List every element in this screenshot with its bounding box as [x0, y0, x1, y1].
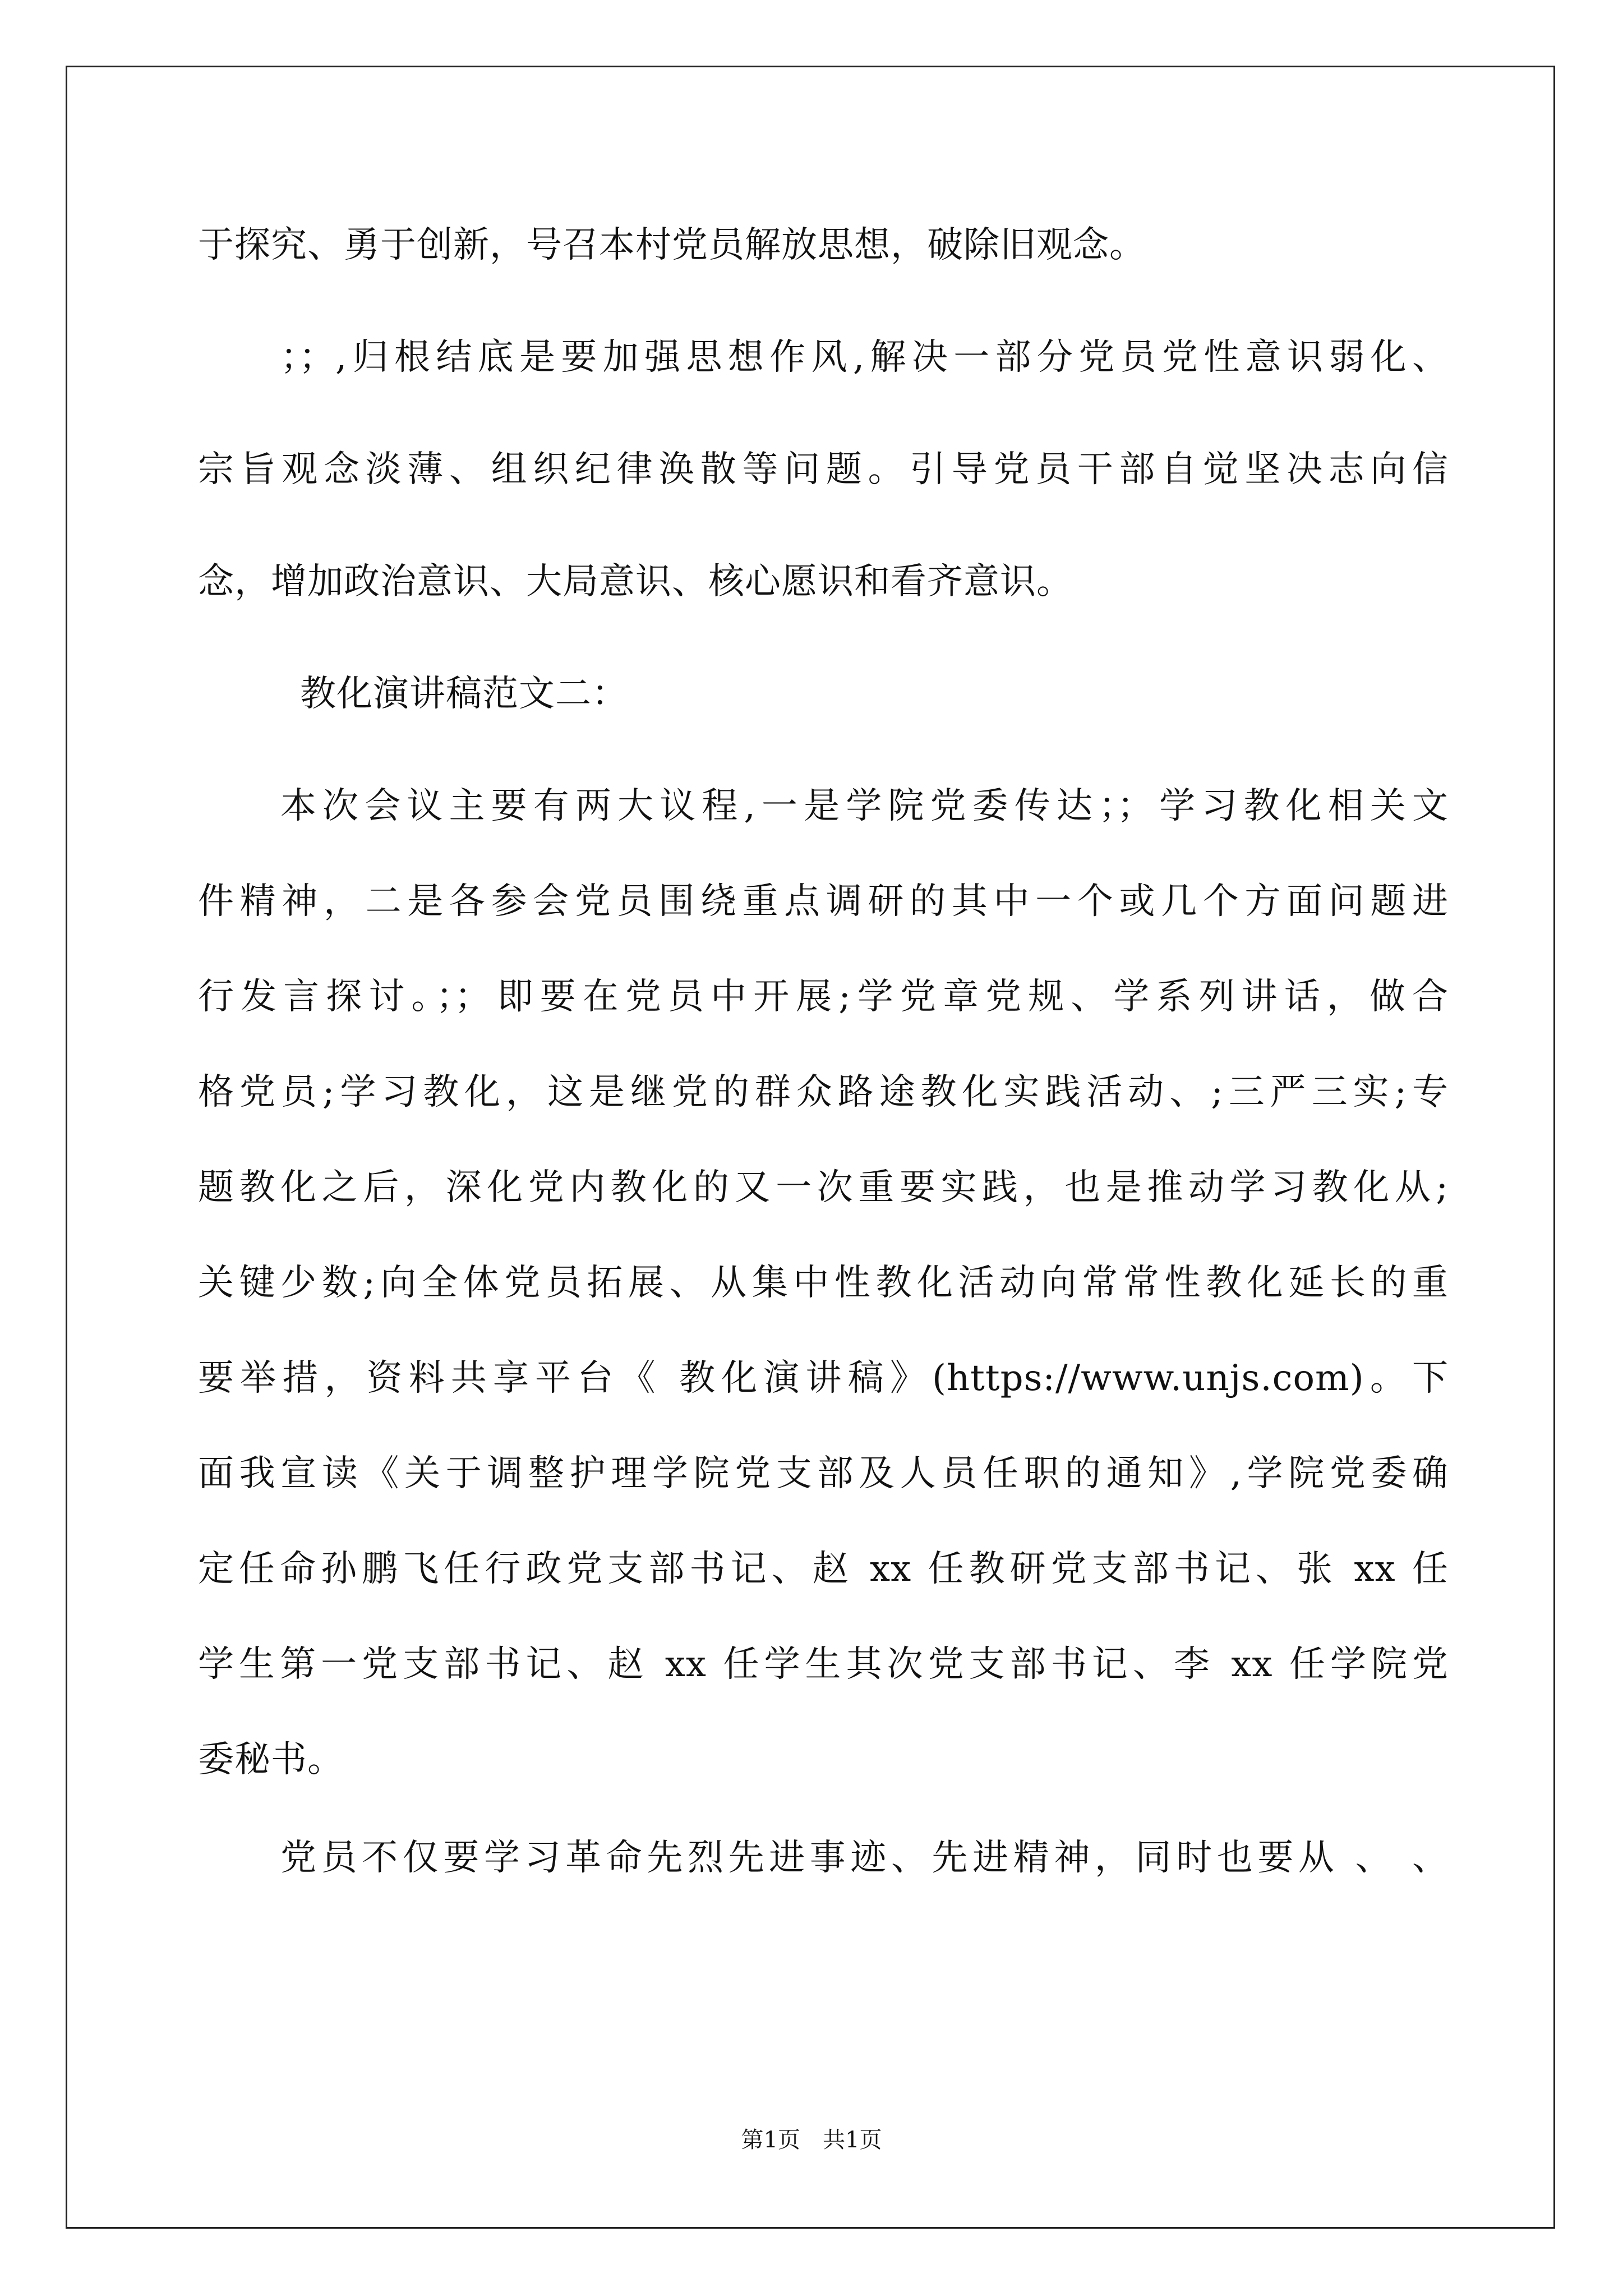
body-line-2: ；；,归根结底是要加强思想作风,解决一部分党员党性意识弱化、 — [280, 337, 1449, 378]
body-line-3: 宗旨观念淡薄、组织纪律涣散等问题。引导党员干部自觉坚决志向信 — [198, 449, 1449, 490]
body-line-14: 定任命孙鹏飞任行政党支部书记、赵 xx 任教研党支部书记、张 xx 任 — [198, 1548, 1449, 1590]
body-line-1: 于探究、勇于创新，号召本村党员解放思想，破除旧观念。 — [198, 224, 1146, 266]
body-line-4: 念，增加政治意识、大局意识、核心愿识和看齐意识。 — [198, 561, 1073, 602]
body-line-11: 关键少数;向全体党员拓展、从集中性教化活动向常常性教化延长的重 — [198, 1262, 1449, 1304]
body-line-10: 题教化之后，深化党内教化的又一次重要实践，也是推动学习教化从; — [198, 1167, 1449, 1208]
body-line-9: 格党员;学习教化，这是继党的群众路途教化实践活动、;三严三实;专 — [198, 1071, 1449, 1113]
body-line-15: 学生第一党支部书记、赵 xx 任学生其次党支部书记、李 xx 任学院党 — [198, 1644, 1449, 1685]
body-line-8: 行发言探讨。；；即要在党员中开展;学党章党规、学系列讲话，做合 — [198, 976, 1449, 1018]
section-heading: 教化演讲稿范文二： — [300, 673, 628, 715]
body-line-16: 委秘书。 — [198, 1739, 344, 1780]
page-border — [66, 66, 1555, 2229]
body-line-6: 本次会议主要有两大议程,一是学院党委传达；；学习教化相关文 — [280, 785, 1449, 827]
body-line-12: 要举措，资料共享平台《 教化演讲稿》(https://www.unjs.com)。下 — [198, 1358, 1449, 1399]
page-footer: 第1页 共1页 — [741, 2127, 882, 2153]
body-line-17: 党员不仅要学习革命先烈先进事迹、先进精神，同时也要从 、 、 — [280, 1837, 1449, 1879]
body-line-7: 件精神，二是各参会党员围绕重点调研的其中一个或几个方面问题进 — [198, 881, 1449, 922]
body-line-13: 面我宣读《关于调整护理学院党支部及人员任职的通知》,学院党委确 — [198, 1453, 1449, 1494]
